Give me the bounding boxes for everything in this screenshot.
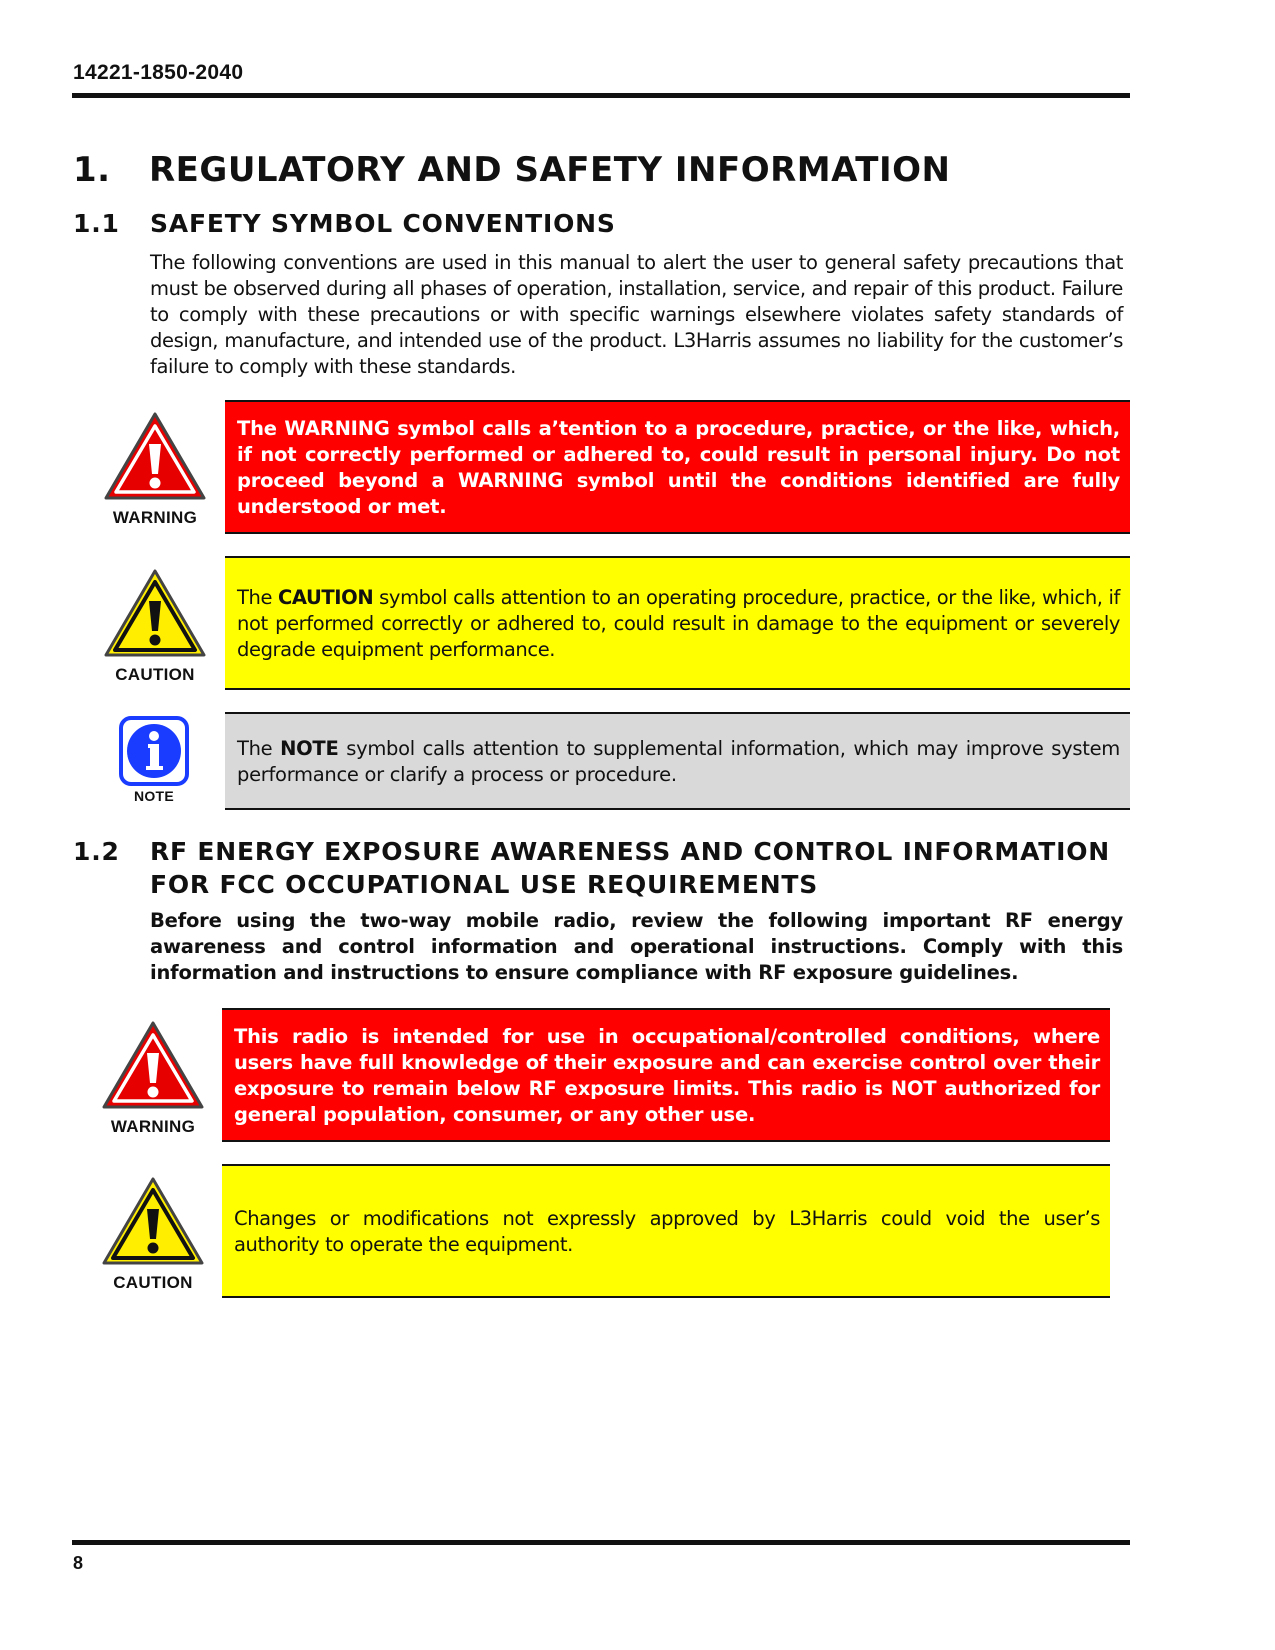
section-1-2-intro: Before using the two-way mobile radio, review the following important RF energy awareness and control information and operational instructions. Comply with this information and instructions to ensure compliance with RF exposure guidelines. <box>150 909 1123 984</box>
note-symbol-label: NOTE <box>133 788 175 804</box>
section-1-2-number: 1.2 <box>73 837 120 866</box>
caution-box <box>225 556 1130 690</box>
warning-triangle-icon <box>100 1019 206 1113</box>
warning-symbol-label: WARNING <box>112 508 198 527</box>
document-number: 14221-1850-2040 <box>73 61 244 84</box>
caution-symbol <box>102 567 208 685</box>
section-1-number: 1. <box>73 150 111 190</box>
rf-caution-box-text: Changes or modifications not expressly approved by L3Harris could void the user’s authority to operate the equipment. <box>234 1207 1100 1256</box>
note-symbol <box>118 716 190 804</box>
section-1-title: REGULATORY AND SAFETY INFORMATION <box>149 150 951 190</box>
rf-caution-box <box>222 1164 1110 1298</box>
footer-rule <box>72 1540 1130 1545</box>
caution-triangle-icon <box>100 1175 206 1269</box>
info-icon <box>119 716 189 786</box>
caution-triangle-icon <box>102 567 208 661</box>
section-1-1-number: 1.1 <box>73 209 120 238</box>
page-number: 8 <box>73 1553 84 1573</box>
note-text-post: symbol calls attention to supplemental information, which may improve system performance or clarify a process or procedure. <box>237 737 1120 786</box>
section-1-1-heading <box>73 207 1110 240</box>
section-1-2-title: RF ENERGY EXPOSURE AWARENESS AND CONTROL INFORMATION FOR FCC OCCUPATIONAL USE REQUIREMENTS <box>150 837 1111 899</box>
section-1-2-heading <box>73 835 1110 901</box>
rf-warning-symbol-label: WARNING <box>110 1117 196 1136</box>
note-keyword: NOTE <box>280 737 339 760</box>
caution-text-post: symbol calls attention to an operating procedure, practice, or the like, which, if not performed correctly or adhered to, could result in damage to the equipment or severely degrade equipment performance. <box>237 586 1120 661</box>
warning-box-text: The WARNING symbol calls a’tention to a procedure, practice, or the like, which, if not correctly performed or adhered to, could result in personal injury. Do not proceed beyond a WARNING symbol until the conditions identified are fully understood or met. <box>237 417 1120 518</box>
warning-triangle-icon <box>102 410 208 504</box>
rf-caution-symbol <box>100 1175 206 1293</box>
caution-keyword: CAUTION <box>277 586 374 609</box>
rf-warning-box-text: This radio is intended for use in occupational/controlled conditions, where users have full knowledge of their exposure and can exercise control over their exposure to remain below RF exposure limits. This radio is NOT authorized for general population, consumer, or any other use. <box>234 1025 1100 1126</box>
note-text-pre: The <box>237 737 281 760</box>
section-1-1-title: SAFETY SYMBOL CONVENTIONS <box>150 209 616 238</box>
warning-box <box>225 400 1130 534</box>
note-box <box>225 712 1130 810</box>
caution-symbol-label: CAUTION <box>115 665 195 684</box>
caution-text-pre: The <box>237 586 278 609</box>
section-1-1-intro: The following conventions are used in this manual to alert the user to general safety precautions that must be observed during all phases of operation, installation, service, and repair of this product. Failure to comply with these precautions or with specific warnings elsewhere violates safety standards of design, manufacture, and intended use of the product. L3Harris assumes no liability for the customer’s failure to comply with these standards. <box>150 251 1123 378</box>
header-rule <box>72 93 1130 98</box>
rf-warning-symbol <box>100 1019 206 1137</box>
section-1-heading <box>73 150 951 190</box>
warning-symbol <box>102 410 208 528</box>
rf-warning-box <box>222 1008 1110 1142</box>
rf-caution-symbol-label: CAUTION <box>113 1273 193 1292</box>
